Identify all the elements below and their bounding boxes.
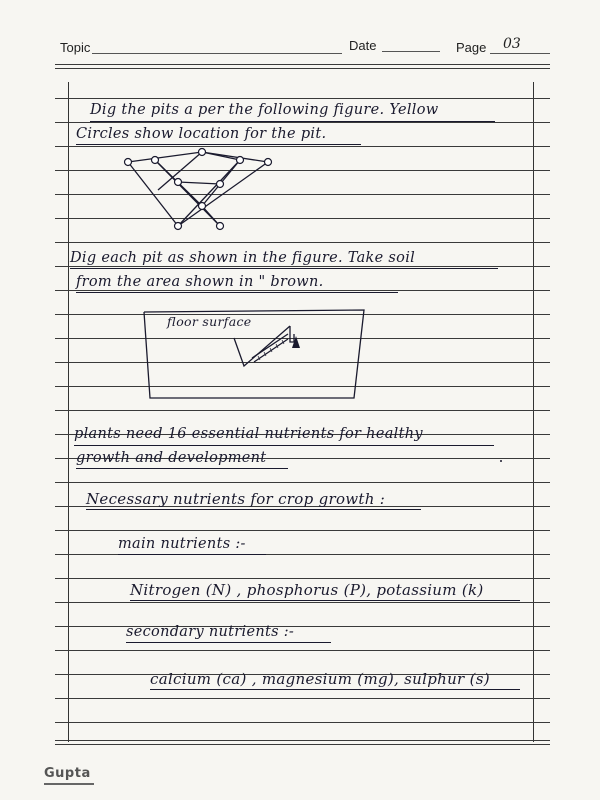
note-line-7: Necessary nutrients for crop growth : <box>86 490 386 508</box>
pit-circle-icon <box>175 223 182 230</box>
note-line-1: Dig the pits a per the following figure. Yellow <box>90 102 439 118</box>
pit-layout-lines <box>128 152 268 226</box>
date-line <box>382 51 440 52</box>
page-number: 03 <box>503 36 521 52</box>
bottom-rule-2 <box>55 744 550 745</box>
note-line-9: Nitrogen (N) , phosphorus (P), potassium (k) <box>130 581 484 599</box>
note-line-2: Circles show location for the pit. <box>76 126 327 142</box>
pit-circle-icon <box>152 157 159 164</box>
underline-3 <box>70 268 498 269</box>
underline-9 <box>130 600 520 601</box>
date-label: Date <box>349 38 377 53</box>
margin-line-left <box>68 82 69 742</box>
rule <box>55 530 550 531</box>
rule <box>55 602 550 603</box>
margin-line-right <box>533 82 534 742</box>
pit-v-shape <box>234 326 290 366</box>
underline-8 <box>118 554 266 555</box>
underline-4 <box>76 292 398 293</box>
rule <box>55 650 550 651</box>
top-rule-1 <box>55 64 550 65</box>
brand-underline <box>44 783 94 785</box>
note-line-8: main nutrients :- <box>118 536 246 552</box>
topic-line <box>92 53 342 54</box>
underline-5 <box>74 445 494 446</box>
bottom-rule-1 <box>55 740 550 741</box>
pit-layout-diagram <box>120 150 280 230</box>
pit-circle-icon <box>125 159 132 166</box>
note-line-6: growth and development <box>76 450 267 466</box>
underline-11 <box>150 689 520 690</box>
pit-circle-icon <box>237 157 244 164</box>
note-line-4: from the area shown in " brown. <box>76 274 324 290</box>
rule <box>55 122 550 123</box>
underline-2 <box>76 144 361 145</box>
brand-logo: Gupta <box>44 766 91 781</box>
soil-slope <box>252 334 288 358</box>
ink-dot <box>500 460 502 462</box>
underline-1 <box>90 121 495 122</box>
rule <box>55 722 550 723</box>
pit-circle-icon <box>199 203 206 210</box>
diagram-label-floor-surface: floor surface <box>167 314 252 329</box>
pit-step <box>290 326 294 342</box>
rule <box>55 98 550 99</box>
pit-circle-icon <box>175 179 182 186</box>
pit-circle-icon <box>217 223 224 230</box>
rule <box>55 578 550 579</box>
pit-circle-icon <box>265 159 272 166</box>
note-line-10: secondary nutrients :- <box>126 624 295 640</box>
rule <box>55 146 550 147</box>
rule <box>55 242 550 243</box>
topic-label: Topic <box>60 40 91 55</box>
underline-10 <box>126 642 331 643</box>
rule <box>55 266 550 267</box>
rule <box>55 290 550 291</box>
pit-circle-icon <box>217 181 224 188</box>
underline-6 <box>76 468 288 469</box>
page-label: Page <box>456 40 487 55</box>
top-rule-2 <box>55 68 550 69</box>
note-line-3: Dig each pit as shown in the figure. Take soil <box>70 250 416 266</box>
pit-circles <box>125 149 272 230</box>
rule <box>55 482 550 483</box>
note-line-11: calcium (ca) , magnesium (mg), sulphur (s) <box>150 670 490 688</box>
page-line <box>490 53 550 54</box>
rule <box>55 698 550 699</box>
underline-7 <box>86 509 421 510</box>
rule <box>55 410 550 411</box>
note-line-5: plants need 16 essential nutrients for healthy <box>74 426 423 442</box>
pit-circle-icon <box>199 149 206 156</box>
